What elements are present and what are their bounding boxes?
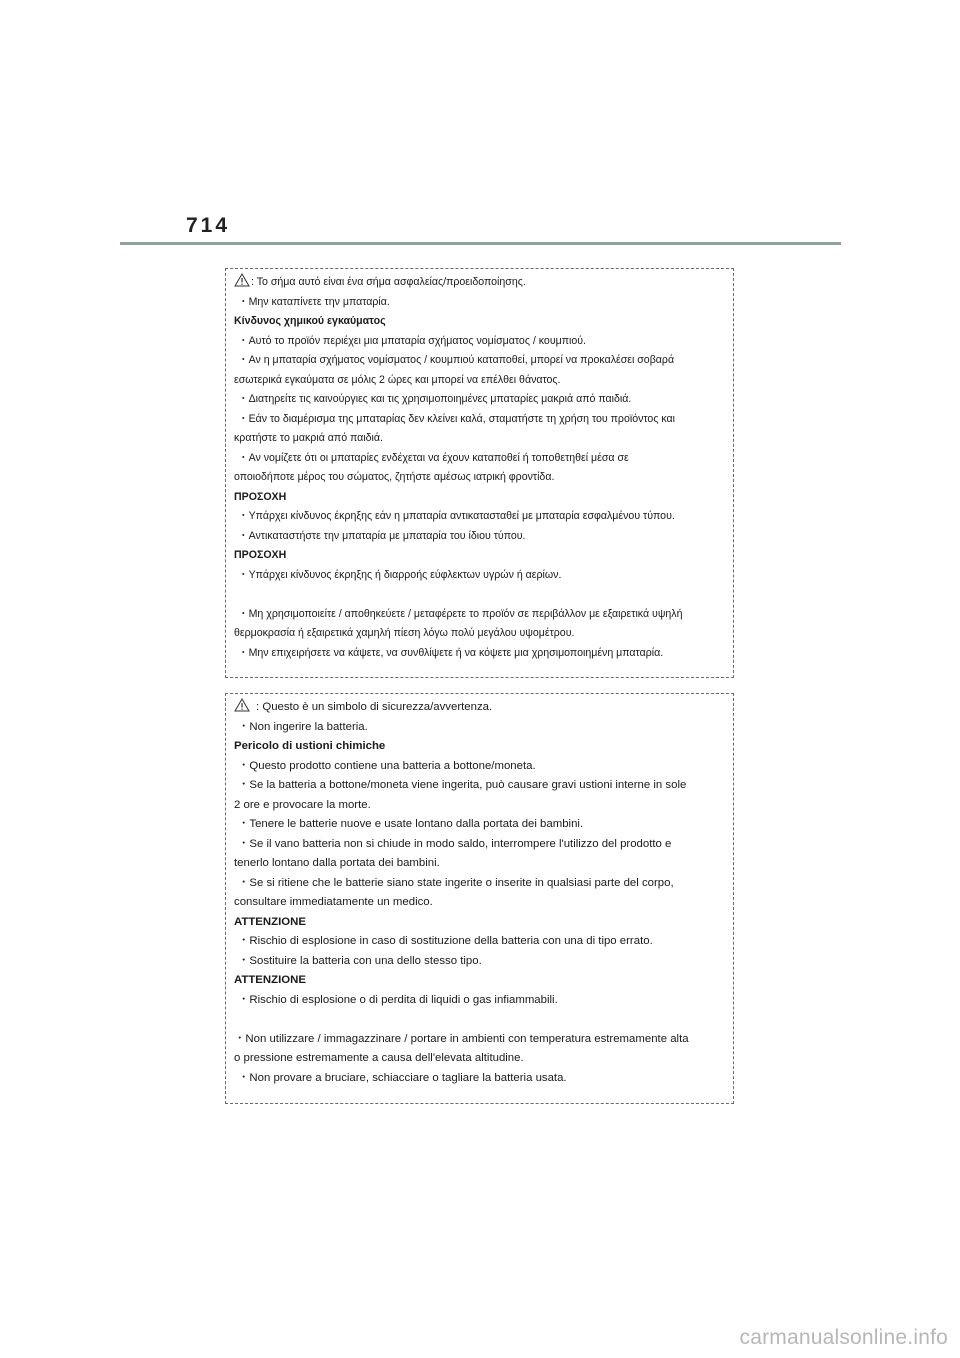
italian-text-line: ・Se si ritiene che le batterie siano state ingerite o inserite in qualsiasi parte del corpo, — [238, 876, 674, 889]
warning-triangle-icon — [234, 698, 250, 712]
greek-text-line: κρατήστε το μακριά από παιδιά. — [234, 432, 383, 444]
greek-spacer — [234, 585, 729, 605]
warning-triangle-icon — [234, 273, 250, 287]
italian-text-line: ・Non utilizzare / immagazzinare / portare in ambienti con temperatura estremamente alta — [234, 1032, 689, 1045]
italian-text-line: ・Non ingerire la batteria. — [238, 720, 368, 733]
greek-text-line: ・Μη χρησιμοποιείτε / αποθηκεύετε / μεταφέρετε το προϊόν σε περιβάλλον με εξαιρετικά υψηλή — [238, 607, 683, 620]
greek-text-line: ・Υπάρχει κίνδυνος έκρηξης ή διαρροής εύφλεκτων υγρών ή αερίων. — [238, 568, 562, 581]
italian-section-heading: ATTENZIONE — [234, 915, 306, 928]
greek-text-line: ・Αυτό το προϊόν περιέχει μια μπαταρία σχήματος νομίσματος / κουμπιού. — [238, 334, 587, 347]
italian-text-line: ・Sostituire la batteria con una dello stesso tipo. — [238, 954, 482, 967]
italian-text-line: ・Rischio di esplosione in caso di sostituzione della batteria con una di tipo errato. — [238, 935, 653, 947]
greek-text-line: ・Μην επιχειρήσετε να κάψετε, να συνθλίψετε ή να κόψετε μια χρησιμοποιημένη μπαταρία. — [238, 646, 664, 659]
header-divider — [120, 242, 841, 245]
greek-text-line: θερμοκρασία ή εξαιρετικά χαμηλή πίεση λόγω πολύ μεγάλου υψομέτρου. — [234, 627, 575, 639]
italian-symbol-note — [234, 698, 729, 718]
greek-battery-warning-box — [225, 268, 734, 678]
italian-text-line: tenerlo lontano dalla portata dei bambini. — [234, 857, 440, 869]
italian-section-heading: Pericolo di ustioni chimiche — [234, 740, 386, 752]
italian-text-line: ・Non provare a bruciare, schiacciare o tagliare la batteria usata. — [238, 1071, 567, 1084]
greek-text-line: ・Αν νομίζετε ότι οι μπαταρίες ενδέχεται να έχουν καταποθεί ή τοποθετηθεί μέσα σε — [238, 451, 629, 464]
italian-warning-lines — [234, 698, 729, 1088]
greek-symbol-note-text: : Το σήμα αυτό είναι ένα σήμα ασφαλείας/προειδοποίησης. — [251, 276, 526, 288]
greek-symbol-note — [234, 273, 729, 293]
greek-text-line: ・Αν η μπαταρία σχήματος νομίσματος / κουμπιού καταποθεί, μπορεί να προκαλέσει σοβαρά — [238, 354, 675, 366]
greek-text-line: ・Αντικαταστήστε την μπαταρία με μπαταρία του ίδιου τύπου. — [238, 529, 526, 542]
italian-text-line: ・Questo prodotto contiene una batteria a bottone/moneta. — [238, 759, 536, 772]
italian-text-line: ・Se la batteria a bottone/moneta viene ingerita, può causare gravi ustioni interne in sole — [238, 779, 687, 791]
greek-text-line: οποιοδήποτε μέρος του σώματος, ζητήστε αμέσως ιατρική φροντίδα. — [234, 471, 555, 483]
watermark: carmanualsonline.info — [739, 1326, 948, 1349]
italian-spacer — [234, 1010, 729, 1030]
greek-section-heading: ΠΡΟΣΟΧΗ — [234, 549, 287, 561]
page-number: 714 — [186, 214, 231, 237]
greek-text-line: ・Υπάρχει κίνδυνος έκρηξης εάν η μπαταρία αντικατασταθεί με μπαταρία εσφαλμένου τύπου. — [238, 510, 675, 522]
greek-section-heading: ΠΡΟΣΟΧΗ — [234, 490, 287, 503]
italian-text-line: ・Tenere le batterie nuove e usate lontano dalla portata dei bambini. — [238, 818, 584, 830]
greek-text-line: ・Διατηρείτε τις καινούργιες και τις χρησιμοποιημένες μπαταρίες μακριά από παιδιά. — [238, 393, 632, 405]
italian-text-line: ・Rischio di esplosione o di perdita di liquidi o gas infiammabili. — [238, 993, 558, 1006]
greek-warning-lines — [234, 273, 729, 663]
italian-text-line: consultare immediatamente un medico. — [234, 896, 433, 908]
greek-text-line: εσωτερικά εγκαύματα σε μόλις 2 ώρες και μπορεί να επέλθει θάνατος. — [234, 373, 561, 386]
italian-section-heading: ATTENZIONE — [234, 974, 306, 986]
italian-text-line: ・Se il vano batteria non si chiude in modo saldo, interrompere l'utilizzo del prodotto e — [238, 837, 672, 850]
italian-battery-warning-box — [225, 693, 734, 1104]
italian-text-line: 2 ore e provocare la morte. — [234, 798, 371, 811]
greek-section-heading: Κίνδυνος χημικού εγκαύματος — [234, 315, 386, 327]
greek-text-line: ・Εάν το διαμέρισμα της μπαταρίας δεν κλείνει καλά, σταματήστε τη χρήση του προϊόντος και — [238, 412, 676, 425]
italian-symbol-note-text: : Questo è un simbolo di sicurezza/avvertenza. — [256, 701, 493, 713]
italian-text-line: o pressione estremamente a causa dell'elevata altitudine. — [234, 1052, 524, 1064]
greek-text-line: ・Μην καταπίνετε την μπαταρία. — [238, 295, 390, 308]
